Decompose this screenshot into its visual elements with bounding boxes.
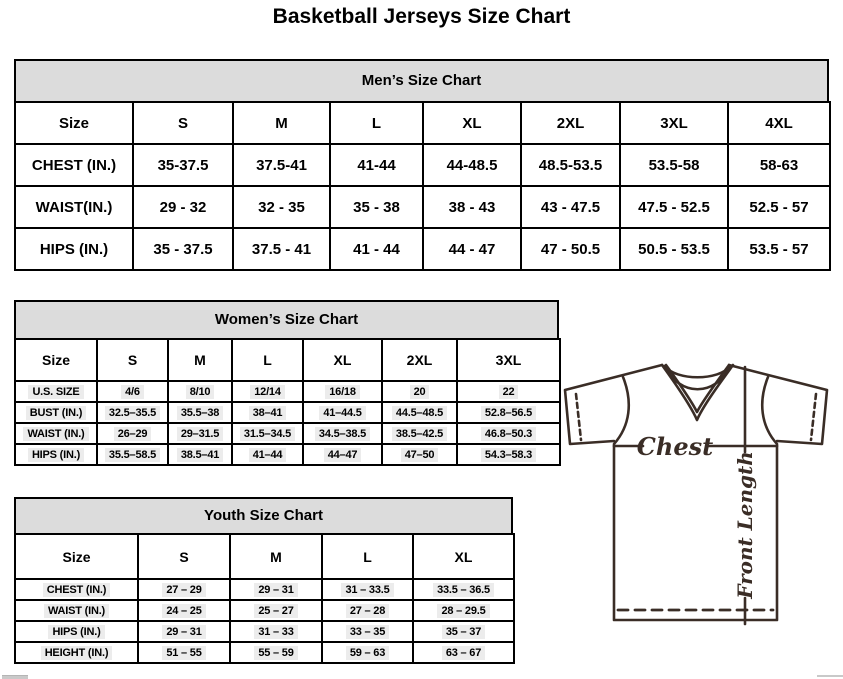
chest-label: Chest xyxy=(636,432,714,461)
womens-value-cell xyxy=(382,423,457,444)
womens-value-cell xyxy=(232,444,303,465)
cutoff-element-bottom-left xyxy=(2,675,28,679)
youth-chart-title: Youth Size Chart xyxy=(14,497,513,533)
womens-row-label xyxy=(15,444,97,465)
mens-value-cell: 53.5 - 57 xyxy=(728,228,830,270)
youth-row-label xyxy=(15,600,138,621)
youth-value-cell xyxy=(138,600,230,621)
mens-row-label: HIPS (IN.) xyxy=(15,228,133,270)
womens-cell-text: 35.5–38 xyxy=(177,406,223,420)
womens-value-cell xyxy=(97,402,168,423)
youth-column-header: L xyxy=(322,534,413,579)
womens-row-label xyxy=(15,402,97,423)
youth-row-label xyxy=(15,621,138,642)
womens-table-row xyxy=(15,444,560,465)
womens-value-cell xyxy=(97,381,168,402)
youth-value-cell xyxy=(138,579,230,600)
youth-cell-text: 33 – 35 xyxy=(346,625,389,639)
youth-value-cell xyxy=(413,642,514,663)
womens-cell-text: 41–44 xyxy=(249,448,287,462)
mens-value-cell: 58-63 xyxy=(728,144,830,186)
youth-value-cell xyxy=(413,600,514,621)
womens-cell-text: HIPS (IN.) xyxy=(28,448,84,462)
mens-value-cell: 41-44 xyxy=(330,144,423,186)
mens-size-table xyxy=(14,101,831,271)
youth-value-cell xyxy=(230,579,322,600)
mens-value-cell: 35 - 38 xyxy=(330,186,423,228)
womens-cell-text: 12/14 xyxy=(250,385,285,399)
youth-column-header: Size xyxy=(15,534,138,579)
womens-size-table xyxy=(14,338,561,466)
jersey-left-cuff-stitch xyxy=(576,394,581,440)
womens-cell-text: 31.5–34.5 xyxy=(240,427,295,441)
womens-value-cell xyxy=(232,381,303,402)
womens-value-cell xyxy=(168,402,232,423)
mens-value-cell: 48.5-53.5 xyxy=(521,144,620,186)
youth-size-table xyxy=(14,533,515,664)
youth-value-cell xyxy=(322,642,413,663)
youth-column-header: XL xyxy=(413,534,514,579)
womens-cell-text: 44–47 xyxy=(324,448,362,462)
mens-value-cell: 29 - 32 xyxy=(133,186,233,228)
mens-value-cell: 47.5 - 52.5 xyxy=(620,186,728,228)
youth-cell-text: 63 – 67 xyxy=(442,646,485,660)
womens-value-cell xyxy=(457,444,560,465)
youth-cell-text: 31 – 33.5 xyxy=(341,583,393,597)
womens-value-cell xyxy=(457,381,560,402)
womens-value-cell xyxy=(168,444,232,465)
mens-value-cell: 52.5 - 57 xyxy=(728,186,830,228)
youth-table-row xyxy=(15,600,514,621)
womens-cell-text: 4/6 xyxy=(121,385,144,399)
page-title: Basketball Jerseys Size Chart xyxy=(272,5,571,28)
youth-table-row xyxy=(15,579,514,600)
mens-value-cell: 41 - 44 xyxy=(330,228,423,270)
mens-table-row xyxy=(15,228,830,270)
mens-value-cell: 47 - 50.5 xyxy=(521,228,620,270)
womens-table-row xyxy=(15,402,560,423)
womens-table-row xyxy=(15,423,560,444)
womens-cell-text: 35.5–58.5 xyxy=(105,448,160,462)
youth-cell-text: 27 – 28 xyxy=(346,604,389,618)
youth-value-cell xyxy=(322,579,413,600)
youth-value-cell xyxy=(230,600,322,621)
youth-cell-text: 33.5 – 36.5 xyxy=(433,583,494,597)
mens-size-chart xyxy=(14,59,829,271)
womens-cell-text: 26–29 xyxy=(114,427,152,441)
womens-cell-text: 46.8–50.3 xyxy=(481,427,536,441)
mens-column-header: Size xyxy=(15,102,133,144)
womens-cell-text: 52.8–56.5 xyxy=(481,406,536,420)
womens-column-header: S xyxy=(97,339,168,381)
youth-cell-text: HIPS (IN.) xyxy=(48,625,104,639)
youth-column-header: M xyxy=(230,534,322,579)
womens-value-cell xyxy=(457,423,560,444)
youth-cell-text: 59 – 63 xyxy=(346,646,389,660)
youth-column-header: S xyxy=(138,534,230,579)
mens-column-header: L xyxy=(330,102,423,144)
mens-value-cell: 44 - 47 xyxy=(423,228,521,270)
womens-cell-text: WAIST (IN.) xyxy=(23,427,88,441)
womens-value-cell xyxy=(168,423,232,444)
womens-table-row xyxy=(15,381,560,402)
youth-cell-text: 35 – 37 xyxy=(442,625,485,639)
youth-size-chart xyxy=(14,497,513,664)
womens-cell-text: BUST (IN.) xyxy=(26,406,86,420)
youth-row-label xyxy=(15,642,138,663)
womens-cell-text: 38.5–41 xyxy=(177,448,223,462)
womens-cell-text: 38–41 xyxy=(249,406,287,420)
womens-value-cell xyxy=(382,444,457,465)
womens-value-cell xyxy=(97,423,168,444)
womens-row-label xyxy=(15,423,97,444)
front-length-label: Front Length xyxy=(733,451,757,599)
youth-cell-text: 25 – 27 xyxy=(254,604,297,618)
womens-column-header: Size xyxy=(15,339,97,381)
womens-value-cell xyxy=(382,381,457,402)
mens-row-label: WAIST(IN.) xyxy=(15,186,133,228)
youth-cell-text: 29 – 31 xyxy=(162,625,205,639)
mens-column-header: 4XL xyxy=(728,102,830,144)
womens-cell-text: 54.3–58.3 xyxy=(481,448,536,462)
womens-value-cell xyxy=(457,402,560,423)
womens-cell-text: 20 xyxy=(410,385,430,399)
youth-value-cell xyxy=(322,600,413,621)
womens-cell-text: 38.5–42.5 xyxy=(392,427,447,441)
womens-cell-text: 34.5–38.5 xyxy=(315,427,370,441)
womens-value-cell xyxy=(168,381,232,402)
womens-chart-title: Women’s Size Chart xyxy=(14,300,559,338)
mens-table-row xyxy=(15,186,830,228)
womens-cell-text: 41–44.5 xyxy=(319,406,365,420)
youth-value-cell xyxy=(413,579,514,600)
womens-row-label xyxy=(15,381,97,402)
womens-column-header: M xyxy=(168,339,232,381)
youth-cell-text: 55 – 59 xyxy=(254,646,297,660)
youth-cell-text: 27 – 29 xyxy=(162,583,205,597)
mens-value-cell: 35-37.5 xyxy=(133,144,233,186)
womens-value-cell xyxy=(382,402,457,423)
youth-cell-text: 31 – 33 xyxy=(254,625,297,639)
mens-header-row xyxy=(15,102,830,144)
mens-value-cell: 43 - 47.5 xyxy=(521,186,620,228)
mens-value-cell: 37.5-41 xyxy=(233,144,330,186)
womens-cell-text: U.S. SIZE xyxy=(28,385,83,399)
mens-chart-title: Men’s Size Chart xyxy=(14,59,829,101)
womens-value-cell xyxy=(303,381,382,402)
youth-value-cell xyxy=(138,621,230,642)
jersey-right-cuff-stitch xyxy=(811,394,816,440)
womens-value-cell xyxy=(97,444,168,465)
youth-cell-text: 28 – 29.5 xyxy=(437,604,489,618)
womens-value-cell xyxy=(303,444,382,465)
mens-value-cell: 50.5 - 53.5 xyxy=(620,228,728,270)
womens-column-header: XL xyxy=(303,339,382,381)
mens-column-header: S xyxy=(133,102,233,144)
youth-cell-text: 29 – 31 xyxy=(254,583,297,597)
womens-value-cell xyxy=(232,423,303,444)
mens-value-cell: 35 - 37.5 xyxy=(133,228,233,270)
mens-value-cell: 44-48.5 xyxy=(423,144,521,186)
youth-value-cell xyxy=(413,621,514,642)
youth-header-row xyxy=(15,534,514,579)
mens-value-cell: 53.5-58 xyxy=(620,144,728,186)
womens-value-cell xyxy=(303,423,382,444)
mens-table-row xyxy=(15,144,830,186)
mens-value-cell: 37.5 - 41 xyxy=(233,228,330,270)
mens-row-label: CHEST (IN.) xyxy=(15,144,133,186)
womens-cell-text: 29–31.5 xyxy=(177,427,223,441)
womens-header-row xyxy=(15,339,560,381)
mens-column-header: 3XL xyxy=(620,102,728,144)
youth-cell-text: HEIGHT (IN.) xyxy=(41,646,113,660)
mens-column-header: 2XL xyxy=(521,102,620,144)
youth-cell-text: 24 – 25 xyxy=(162,604,205,618)
youth-table-row xyxy=(15,642,514,663)
mens-column-header: XL xyxy=(423,102,521,144)
womens-cell-text: 8/10 xyxy=(186,385,215,399)
mens-column-header: M xyxy=(233,102,330,144)
youth-value-cell xyxy=(230,642,322,663)
womens-cell-text: 16/18 xyxy=(325,385,360,399)
womens-cell-text: 32.5–35.5 xyxy=(105,406,160,420)
womens-column-header: 3XL xyxy=(457,339,560,381)
womens-cell-text: 47–50 xyxy=(401,448,439,462)
youth-row-label xyxy=(15,579,138,600)
womens-size-chart xyxy=(14,300,559,466)
youth-cell-text: WAIST (IN.) xyxy=(44,604,109,618)
womens-value-cell xyxy=(303,402,382,423)
womens-cell-text: 22 xyxy=(499,385,519,399)
womens-column-header: 2XL xyxy=(382,339,457,381)
youth-value-cell xyxy=(138,642,230,663)
youth-value-cell xyxy=(230,621,322,642)
mens-value-cell: 32 - 35 xyxy=(233,186,330,228)
womens-value-cell xyxy=(232,402,303,423)
jersey-measurement-diagram xyxy=(557,358,843,670)
youth-table-row xyxy=(15,621,514,642)
youth-cell-text: 51 – 55 xyxy=(162,646,205,660)
mens-value-cell: 38 - 43 xyxy=(423,186,521,228)
womens-cell-text: 44.5–48.5 xyxy=(392,406,447,420)
youth-value-cell xyxy=(322,621,413,642)
womens-column-header: L xyxy=(232,339,303,381)
youth-cell-text: CHEST (IN.) xyxy=(43,583,111,597)
cutoff-element-bottom-right xyxy=(817,675,843,677)
